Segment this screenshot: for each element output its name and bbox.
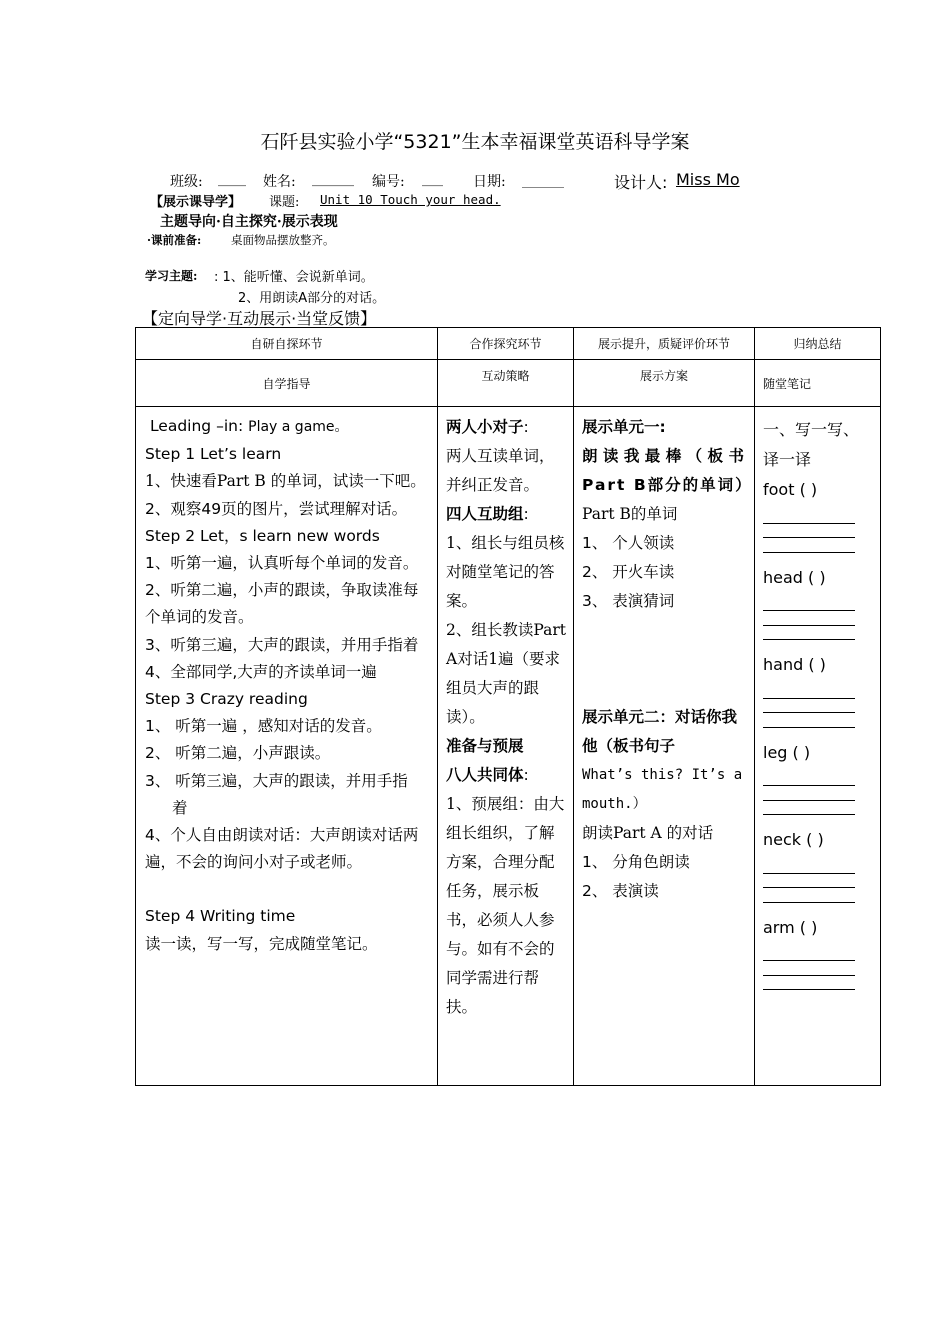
word-head: head ( ) [763, 567, 826, 587]
subheader-strategy: 互动策略 [438, 360, 574, 407]
step-2-item-1: 1、听第一遍，认真听每个单词的发音。 [145, 554, 419, 573]
motto: 主题导向·自主探究·展示表现 [160, 214, 338, 230]
step-2-item-3: 3、听第三遍，大声的跟读，并用手指着 [145, 635, 419, 654]
answer-lines-head[interactable] [763, 597, 855, 641]
header-self-study: 自研自探环节 [136, 328, 438, 360]
presentation-cell [574, 407, 755, 1086]
header-summary: 归纳总结 [755, 328, 881, 360]
pair-group: 两人小对子: [446, 418, 529, 436]
step-2-title: Step 2 Let，s learn new words [145, 526, 380, 545]
class-blank: ____ [218, 171, 246, 187]
prep-preview: 准备与预展 [446, 737, 524, 755]
unit-2-sentence: What’s this? It’s a mouth.） [582, 767, 743, 812]
step-2-item-2: 2、听第二遍，小声的跟读，争取读准每个单词的发音。 [145, 581, 419, 627]
theme-item-1: : 1、能听懂、会说新单词。 [214, 270, 374, 285]
unit-1-part: Part B的单词 [582, 505, 678, 523]
table-header-row [136, 328, 881, 360]
cooperation-cell [438, 407, 574, 1086]
designer-name: Miss Mo [676, 170, 740, 189]
table-subheader-row [136, 360, 881, 407]
step-3-item-1: 1、 听第一遍 ，感知对话的发音。 [145, 717, 382, 736]
answer-lines-foot[interactable] [763, 509, 855, 553]
section-heading: 【定向导学·互动展示·当堂反馈】 [142, 309, 377, 328]
number-blank: ___ [422, 171, 443, 187]
word-foot: foot ( ) [763, 480, 818, 499]
subheader-notes: 随堂笔记 [755, 360, 881, 407]
step-4-item-1: 读一读，写一写，完成随堂笔记。 [145, 934, 378, 953]
study-plan-table [135, 327, 881, 1086]
word-neck: neck ( ) [763, 830, 824, 849]
step-2-item-4: 4、全部同学,大声的齐读单词一遍 [145, 662, 377, 681]
subheader-self-guide: 自学指导 [136, 360, 438, 407]
date-blank: _______ [522, 174, 564, 188]
date-label: 日期: [473, 174, 506, 190]
header-cooperation: 合作探究环节 [438, 328, 574, 360]
unit-1-sub: 朗读我最棒（板书Part B部分的单词） [582, 447, 753, 494]
step-3-item-3: 3、 听第三遍，大声的跟读，并用手指 [145, 771, 408, 790]
designer-label: 设计人: [614, 173, 668, 192]
notes-cell [755, 407, 881, 1086]
unit-1-title: 展示单元一: [582, 418, 666, 436]
lesson-topic: Unit 10 Touch your head. [320, 192, 501, 207]
unit-2-read: 朗读Part A 的对话 [582, 824, 714, 842]
answer-lines-neck[interactable] [763, 859, 855, 903]
unit-1-item-3: 3、 表演猜词 [582, 592, 675, 610]
step-1-title: Step 1 Let’s learn [145, 445, 282, 464]
number-label: 编号: [372, 174, 405, 190]
step-3-item-2: 2、 听第二遍，小声跟读。 [145, 744, 331, 763]
name-blank: ______ [312, 171, 354, 187]
answer-lines-hand[interactable] [763, 684, 855, 728]
eight-group: 八人共同体: [446, 766, 529, 784]
four-group: 四人互助组: [446, 505, 529, 523]
word-hand: hand ( ) [763, 655, 826, 674]
word-arm: arm ( ) [763, 917, 818, 937]
self-study-cell [136, 407, 438, 1086]
theme-label: 学习主题: [145, 269, 198, 283]
unit-1-item-2: 2、 开火车读 [582, 563, 675, 581]
subheader-plan: 展示方案 [574, 360, 755, 407]
four-item-2: 2、组长教读Part A对话1遍（要求组员大声的跟读）。 [446, 621, 566, 726]
notes-heading: 一、写一写、译一译 [763, 420, 860, 469]
header-presentation: 展示提升，质疑评价环节 [574, 328, 755, 360]
eight-item-1: 1、预展组：由大组长组织，了解方案，合理分配任务，展示板书，必须人人参与。如有不会的同学需进行帮扶。 [446, 795, 565, 1016]
topic-label: 课题: [269, 195, 300, 210]
table-body-row [136, 407, 881, 1086]
step-3-item-3-cont: 着 [172, 798, 188, 817]
unit-1-item-1: 1、 个人领读 [582, 534, 675, 552]
unit-2-item-1: 1、 分角色朗读 [582, 853, 690, 871]
word-leg: leg ( ) [763, 742, 811, 762]
step-4-title: Step 4 Writing time [145, 907, 296, 926]
step-1-item-1: 1、快速看Part B 的单词，试读一下吧。 [145, 472, 426, 491]
name-label: 姓名: [263, 174, 296, 190]
answer-lines-arm[interactable] [763, 947, 855, 991]
prep-text: 桌面物品摆放整齐。 [231, 233, 335, 247]
four-item-1: 1、组长与组员核对随堂笔记的答案。 [446, 534, 565, 610]
step-3-title: Step 3 Crazy reading [145, 690, 308, 709]
class-label: 班级: [170, 174, 203, 190]
step-3-item-4: 4、个人自由朗读对话：大声朗读对话两遍，不会的询问小对子或老师。 [145, 826, 419, 872]
leading-in: Leading –in: Play a game。 [149, 417, 349, 435]
unit-2-item-2: 2、 表演读 [582, 882, 659, 900]
prep-label: ·课前准备: [147, 233, 202, 247]
lesson-tag: 【展示课导学】 [150, 195, 242, 210]
pair-text: 两人互读单词，并纠正发音。 [446, 447, 555, 494]
answer-lines-leg[interactable] [763, 772, 855, 816]
page-title: 石阡县实验小学“5321”生本幸福课堂英语科导学案 [260, 131, 690, 153]
theme-item-2: 2、用朗读A部分的对话。 [238, 291, 386, 306]
step-1-item-2: 2、观察49页的图片，尝试理解对话。 [145, 499, 408, 518]
unit-2-title: 展示单元二：对话你我他（板书句子 [582, 708, 738, 755]
